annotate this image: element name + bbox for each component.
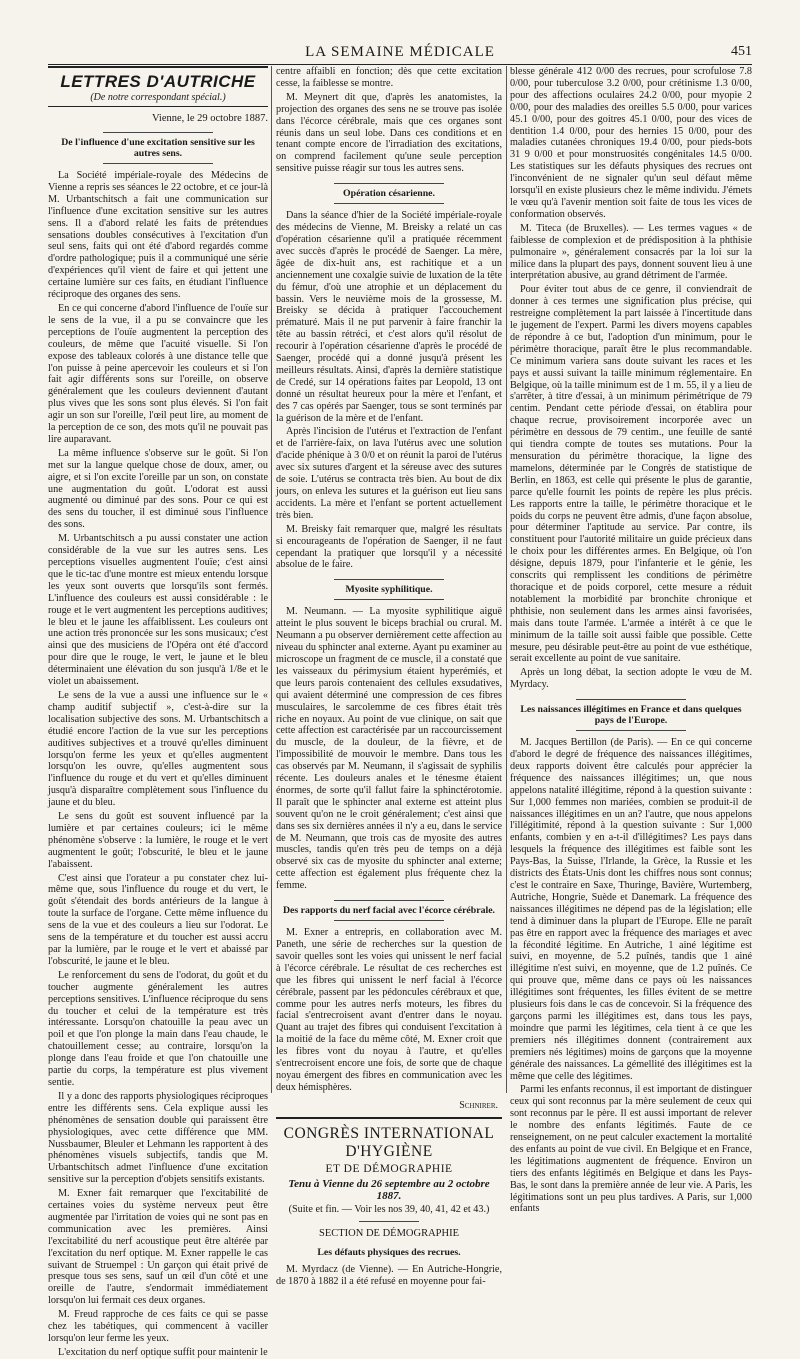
column-right — [510, 66, 752, 1215]
dateline: Vienne, le 29 octobre 1887. — [151, 113, 268, 124]
paragraph: Le renforcement du sens de l'odorat, du goût et du toucher augmente généralement les autres perceptions sensitives. L'influence réciproque du sens du toucher et celui de la température est très intéressante. Lorsqu'on chatouille la peau avec un poil et que l'on plonge la main dans l'eau chaude, le chatouillement cesse; au contraire, lorsqu'on la plonge dans l'eau froide et que l'on chatouille une partie du corps, la température est plus vivement sentie. — [48, 969, 268, 1088]
column-rule — [506, 66, 507, 1093]
paragraph: M. Urbantschitsch a pu aussi constater une action considérable de la vue sur les autres sens. Les perceptions visuelles augmentent l'ouïe; c'est ainsi que le tic-tac d'une montre est mieux entendu lorsque les yeux sont ouverts que lorsqu'ils sont fermés. L'influence des couleurs est aussi considérable : le rouge et le vert augmentent les perceptions auditives; le bleu et le jaune les affaiblissent. Les couleurs ont une action très prononcée sur les sons musicaux; c'est ainsi que des musiciens de l'Opéra ont été d'accord pour dire que le rouge, le vert, le jaune et le bleu déterminaient une élévation du son jusqu'à 1/8e et le violet un abaissement. — [48, 533, 268, 688]
paragraph: Le sens de la vue a aussi une influence sur le « champ auditif subjectif », c'est-à-dire sur la localisation subjective des sons. M. Urbantschitsch a étudié encore l'action de la vue sur les perceptions auditives subjectives et a trouvé qu'elles diminuent lorsqu'on ferme les yeux et qu'elles augmentent lorsqu'on les ouvre, qu'elles augmentent sous l'influence du rouge et du vert et qu'elles diminuent jusqu'à disparaître complètement sous l'influence du jaune et du bleu. — [48, 689, 268, 809]
lettres-heading — [48, 66, 268, 107]
page-number: 451 — [731, 44, 752, 59]
paragraph: M. Exner a entrepris, en collaboration avec M. Paneth, une série de recherches sur la question de savoir quelles sont les voies qui unissent le nerf facial à l'écorce cérébrale. Le résultat de ces recherches est que les fibres qui unissent le nerf facial à l'écorce cérébrale, passent par les pédoncules cérébraux et que, comme pour les autres nerfs moteurs, les fibres du facial s'entrecroisent avant d'entrer dans le noyau. Quant au trajet des fibres qui conduisent l'excitation à la moitié de la face du même côté, M. Exner croit que les fibres vont du noyau à l'autre, et qu'elles s'entrecroisent encore une fois, de sorte que de chaque noyau émergent des fibres en communication avec les deux hémisphères. — [276, 927, 502, 1093]
section-title: Opération césarienne. — [280, 183, 498, 204]
column-middle — [276, 66, 502, 1287]
paragraph: Après un long débat, la section adopte le vœu de M. Myrdacy. — [510, 667, 752, 691]
paragraph: La même influence s'observe sur le goût. Si l'on met sur la langue quelque chose de doux, amer, ou aigre, et si l'on excite l'oreille par un son, on constate une augmentation du goût. L'odorat est aussi augmenté ou diminué par des sons. Pour ce qui est des sens du toucher, il est diminué sous l'influence des sons. — [48, 447, 268, 531]
congres-date: Tenu à Vienne du 26 septembre au 2 octobre 1887. — [288, 1177, 490, 1202]
paragraph: Parmi les enfants reconnus, il est important de distinguer ceux qui sont reconnus par la mère seulement de ceux qui sont reconnus par le père. Il est aussi important de relever le nombre des enfants légitimés. Faute de ce renseignement, on ne peut calculer exactement la mortalité des enfants au point de vue civil. En Belgique et en France, les légitimations augmentent de fréquence. Environ un tiers des enfants légitimés en Belgique et dans les Pays-Bas, le sont dans la première année de leur vie. A Paris, les légitimations sont un peu plus tardives. A Paris, sur 1,000 enfants — [510, 1084, 752, 1215]
paragraph: C'est ainsi que l'orateur a pu constater chez lui-même que, sous l'influence du rouge et du vert, le goût s'étendait des bords antérieurs de la langue à toute la surface de l'organe. Cette même influence du sens de la vue et des couleurs a lieu sur l'odorat. Le sens de la température et du toucher est aussi accru par la lumière, par le rouge et le vert et abaissé par l'obscurité, le jaune et le bleu. — [48, 872, 268, 967]
paragraph: M. Myrdacz (de Vienne). — En Autriche-Hongrie, de 1870 à 1882 il a été refusé en moyenne pour fai- — [276, 1263, 502, 1287]
paragraph: Le sens du goût est souvent influencé par la lumière et par certaines couleurs; ici le même phénomène s'observe : la lumière, le rouge et le vert augmentent le goût; l'obscurité, le bleu et le jaune l'abaissent. — [48, 811, 268, 870]
paragraph: M. Breisky fait remarquer que, malgré les résultats si encourageants de l'opération de Saenger, il ne faut cependant la pratiquer que lorsqu'il y a nécessité absolue de le faire. — [276, 523, 502, 571]
section-title: Les naissances illégitimes en France et dans quelques pays de l'Europe. — [514, 699, 748, 731]
paragraph: M. Exner fait remarquer que l'excitabilité de certaines voies du système nerveux peut être augmentée par l'irritation de voies qui ne sont pas en communication avec les premières. Ainsi l'excitabilité du nerf acoustique peut être altérée par l'excitation du nerf optique. M. Exner rappelle le cas suivant de Struempel : Un garçon qui était privé de presque tous ses sens, sauf un œil d'un côté et une oreille de l'autre, s'endormait immédiatement lorsqu'on lui fermait ces deux organes. — [48, 1188, 268, 1307]
section-title: De l'influence d'une excitation sensitive sur les autres sens. — [52, 132, 264, 164]
section-title: Les défauts physiques des recrues. — [317, 1246, 461, 1258]
paragraph: M. Freud rapproche de ces faits ce qui se passe chez les tabétiques, qui commencent à vaciller lorsqu'on leur ferme les yeux. — [48, 1309, 268, 1344]
congres-heading — [276, 1117, 502, 1239]
lettres-subtitle: (De notre correspondant spécial.) — [90, 92, 226, 103]
congres-subtitle: ET DE DÉMOGRAPHIE — [325, 1162, 453, 1175]
paragraph: blesse générale 412 0/00 des recrues, pour scrofulose 7.8 0/00, pour tuberculose 3.2 0/00, pour crétinisme 1.3 0/00, pour des affections oculaires 24.2 0/00, pour myopie 2 0/00, pour des maladies des oreilles 5.5 0/00, pour varices 45.1 0/00, pour des goitres 45.1 0/00, pour des vices de dentition 1.4 0/00, pour des hernies 15 0/00, pour des maladies cutanées chroniques 19.4 0/00, pour pieds-bots 31 9 0/00 et pour monstruosités congénitales 14.5 0/00. Les statistiques sur les défauts physiques des recrues ont l'inconvénient de ne signaler qu'un seul défaut même lorsqu'il en existe plusieurs chez le même individu. J'émets le vœu qu'à l'avenir mention soit faite de tous les vices de conformation observés. — [510, 66, 752, 220]
column-left — [48, 66, 268, 1358]
journal-title: LA SEMAINE MÉDICALE — [305, 44, 495, 60]
paragraph: En ce qui concerne d'abord l'influence de l'ouïe sur le sens de la vue, il a pu se convaincre que les perceptions de l'ouïe augmentent la perception des couleurs, de même que l'acuité visuelle. Si l'on expose des tableaux colorés à une distance telle que l'on puisse à peine apercevoir les couleurs et si l'on fait agir différents sons sur l'oreille, on observe généralement que les couleurs deviennent d'autant plus vives que les sons sont plus élevés. Si l'on fait agir un son sur l'oreille, l'œil peut lire, au moment de la perception de ce son, des mots qu'il ne pouvait pas lire auparavant. — [48, 302, 268, 445]
section-title: Myosite syphilitique. — [280, 579, 498, 600]
paragraph: M. Titeca (de Bruxelles). — Les termes vagues « de faiblesse de complexion et de prédisposition à la phthisie pulmonaire », généralement consacrés par la loi sur la milice dans la plupart des pays, donnent souvent lieu à une interprétation abusive, au grand détriment de l'armée. — [510, 222, 752, 282]
paragraph: M. Neumann. — La myosite syphilitique aiguë atteint le plus souvent le biceps brachial ou crural. M. Neumann a pu observer dernièrement cette affection au niveau du sphincter anal externe. Ayant pu examiner au microscope un fragment de ce muscle, il a constaté que les vaisseaux du périmysium étaient hyperémiés, et que leurs parois contenaient des cellules exsudatives, qui avaient déterminé une compression de ces fibres musculaires, le sarcolemme de ces fibres était très riche en noyaux. Au point de vue clinique, on sait que cette affection est caractérisée par un raccourcissement du muscle, de la douleur, de la fièvre, et de l'impossibilité de mouvoir le membre. Dans tous les cas observés par M. Neumann, il s'agissait de syphilis récente. Les douleurs anales et le ténesme étaient énormes, de sorte qu'il fallut faire la sphinctérotomie. Il paraît que le sphincter anal externe est atteint plus souvent qu'on ne le croit généralement; c'est ainsi que dans ses six dernières années il n'y a eu, dans le service de M. Neumann, que trois cas de myosite des autres muscles, tandis qu'en très peu de temps on a déjà observé six cas de myosite du sphincter anal externe; cette affection est également plus fréquente chez la femme. — [276, 606, 502, 892]
page-header — [48, 40, 752, 65]
signature: Schnirer. — [459, 1099, 498, 1111]
congres-suite: (Suite et fin. — Voir les nos 39, 40, 41, 42 et 43.) — [288, 1203, 490, 1215]
section-demographie: SECTION DE DÉMOGRAPHIE — [319, 1227, 459, 1239]
paragraph: Il y a donc des rapports physiologiques réciproques entre les différents sens. Cela explique aussi les phénomènes de sensation double qui paraissent être physiologiques, avec cette différence que MM. Nussbaumer, Bleuler et Lehmann les rapportent à des phénomènes visuels subjectifs, tandis que M. Urbantschitsch admet l'influence d'une excitation sensitive sur la perception d'objets sensitifs existants. — [48, 1090, 268, 1186]
paragraph: M. Meynert dit que, d'après les anatomistes, la projection des organes des sens ne se trouve pas isolée dans l'écorce cérébrale, mais que ces organes sont réunis dans un seul lobe. Dans ces conditions et en tenant compte encore de l'irradiation des excitations, on comprend facilement qu'une seule perception sensitive puisse réagir sur tous les autres sens. — [276, 91, 502, 175]
column-rule — [271, 66, 272, 1093]
paragraph: Dans la séance d'hier de la Société impériale-royale des médecins de Vienne, M. Breisky a relaté un cas d'opération césarienne qu'il a pratiquée récemment avec succès d'après le procédé de Saenger. La mère, âgée de dix-huit ans, est rachitique et a un anciennement une coxalgie suivie de luxation de la tête du fémur, d'où une atrophie et un déplacement du bassin. Vers le neuvième mois de la grossesse, M. Breisky se décida à pratiquer l'accouchement prématuré. Mais il ne put parvenir à faire franchir la tête au bassin rétréci, et c'est alors qu'il résolut de recourir à l'opération césarienne d'après le procédé de Saenger, procédé qui a donné jusqu'à présent les meilleurs résultats. Ainsi, d'après la dernière statistique de Credé, sur 14 opérations faites par Leopold, 13 ont donné un résultat heureux pour la mère et l'enfant, et des 7 cas opérés par Saenger, tous se sont terminés par la guérison de la mère et de l'enfant. — [276, 210, 502, 424]
lettres-title: LETTRES D'AUTRICHE — [60, 72, 256, 91]
section-title: Des rapports du nerf facial avec l'écorce cérébrale. — [280, 900, 498, 921]
paragraph: La Société impériale-royale des Médecins de Vienne a repris ses séances le 22 octobre, et ce jour-là M. Urbantschitsch a fait une communication sur l'influence d'une excitation sensitive sur les autres sens. Il a d'abord relaté les faits de prétendues sensations doubles consécutives à l'excitation d'un seul sens, faits qui ont été d'abord regardés comme d'ordre pathologique; puis il a communiqué une série d'expériences qu'il vient de faire et qui jettent une certaine lumière sur ces faits, en étudiant l'influence réciproque des organes des sens. — [48, 170, 268, 301]
paragraph: L'excitation du nerf optique suffit pour maintenir le — [58, 1346, 268, 1358]
paragraph: Pour éviter tout abus de ce genre, il conviendrait de donner à ces termes une signification plus précise, qui restreigne complètement la part laissée à l'incertitude dans le jugement de l'expert. Parmi les divers moyens capables de répondre à ce but, l'adoption d'un minimum, pour le périmètre thoracique, paraît être le plus recommandable. Ce minimum variera sans doute suivant les races et les pays et aussi suivant la taille minimum réglementaire. En Belgique, où la taille minimum est de 1 m. 55, il y a lieu de s'arrêter, à titre d'essai, à un minimum périmétrique de 79 centim. Pendant cette période d'essai, on établira pour chaque recrue, provisoirement incorporée avec un périmètre en dessous de 79 centim., une feuille de santé qui tiendra compte de toutes ses mutations. Pour la mensuration du périmètre thoracique, la ligne des mamelons, déterminée par le Congrès de statistique de Berlin, en 1863, est celle qui présente le plus de garantie, parce qu'elle fournit les points de repère les plus précis. Les rapports entre la taille, le périmètre thoracique et le poids du corps ne peuvent être admis, d'une façon absolue, pour déterminer l'aptitude au service. Par contre, ils constituent pour l'autorité militaire un guide précieux dans le choix pour les différentes armes. En Belgique, où l'on désigne, depuis 1879, pour l'infanterie et le génie, les conscrits qui remplissent les conditions de périmètre thoracique et de poids corporel, cette mesure a réduit notablement la morbidité par bronchite chronique et phthisie, non seulement dans les armes ainsi favorisées, mais dans toute l'armée. L'armée a intérêt à ce que le minimum de la taille soit aussi faible que possible. Cette mesure, peu désirable peut-être au point de vue esthétique, serait excellente au point de vue sanitaire. — [510, 284, 752, 665]
paragraph: centre affaibli en fonction; dès que cette excitation cesse, la faiblesse se montre. — [276, 66, 502, 89]
divider — [359, 1221, 419, 1222]
congres-title: CONGRÈS INTERNATIONAL D'HYGIÈNE — [283, 1124, 495, 1160]
paragraph: M. Jacques Bertillon (de Paris). — En ce qui concerne d'abord le degré de fréquence des naissances illégitimes, deux rapports doivent être calculés pour apprécier la fréquence des naissances illégitimes; un, que nous appelons natalité illégitime, répond à la question suivante : Sur 1,000 femmes non mariées, combien se produit-il de naissances illégitimes en un an? l'autre, que nous appelons l'illégitimité, répond à la question suivante : Sur 1,000 enfants, combien y en a-t-il d'illégitimes? Les pays dans lesquels la fréquence des illégitimes est faible sont les Pays-Bas, la Suisse, l'Irlande, la Grèce, la Russie et les districts des États-Unis dont les chiffres nous sont connus; c'est le contraire en Saxe, Thuringe, Bavière, Wurtemberg, Autriche, Hongrie, Suède et Danemark. La fréquence des naissances illégitimes ne dépend pas de la législation; elle tend à diminuer dans la plupart de l'Europe. Elle ne paraît pas être en rapport avec la fréquence des mariages et avec la fécondité légitime. En Autriche, 1 ainé légitime est suivi, en moyenne, de 5.2 puînés, tandis que 1 ainé illégitime n'est suivi, en moyenne, que de 1.2 puînés. Ce qui prouve que, même dans ce pays où les naissances illégitimes sont fréquentes, les filles évitent de se mettre plusieurs fois dans le cas de concevoir. Si la fréquence des garçons parmi les illégitimes est, dans tous les pays, moindre que parmi les légitimes, cela tient à ce que les premiers nés illégitimes donnent (contrairement aux premiers nés légitimes) moins de garçons que la moyenne générale des naissances. La gémellité des illégitimes est la même que celle des légitimes. — [510, 737, 752, 1082]
paragraph: Après l'incision de l'utérus et l'extraction de l'enfant et de l'arrière-faix, on lava l'utérus avec une solution d'acide phénique à 3 0/0 et on réunit la paroi de l'utérus avec six sutures d'argent et la séreuse avec des sutures de soie. L'utérus se contracta très bien. Au bout de dix jours, on enleva les sutures et la guérison eut lieu sans accidents. La mère et l'enfant se portent actuellement très bien. — [276, 426, 502, 521]
